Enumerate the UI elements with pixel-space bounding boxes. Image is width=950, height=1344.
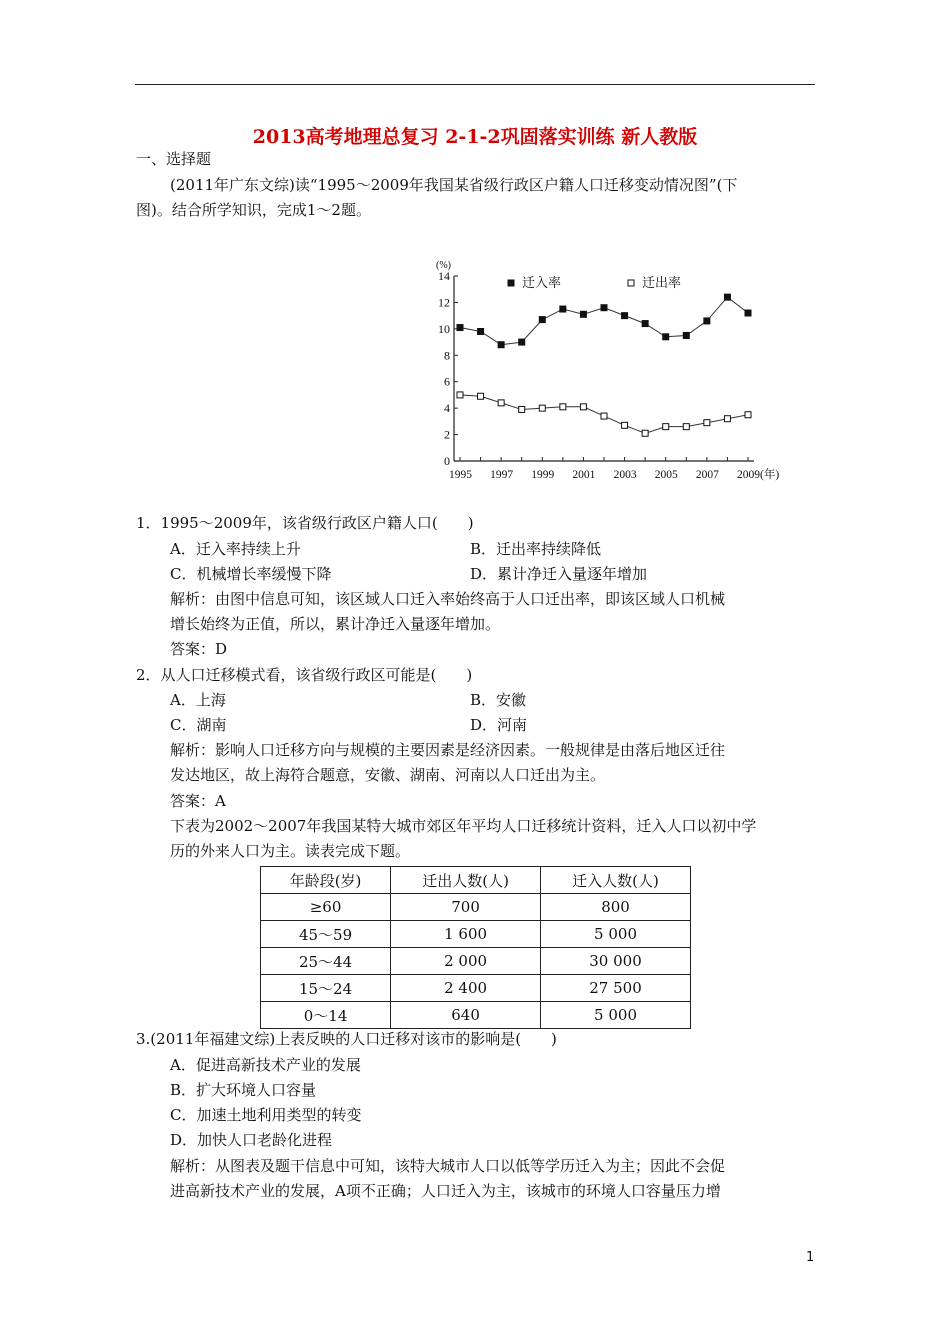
out-rate-point <box>539 405 545 411</box>
out-rate-point <box>498 400 504 406</box>
in-rate-point <box>663 334 669 340</box>
table-cell: 640 <box>391 1002 541 1029</box>
out-rate-point <box>663 424 669 430</box>
table-header-row <box>261 867 691 894</box>
x-tick-label: 1999 <box>531 469 555 481</box>
out-rate-point <box>642 430 648 436</box>
table-cell: 700 <box>391 894 541 921</box>
y-tick-label: 0 <box>444 454 450 468</box>
q3-option-a: A．促进高新技术产业的发展 <box>170 1056 361 1074</box>
in-rate-point <box>478 329 484 335</box>
table-cell: 2 400 <box>391 975 541 1002</box>
in-rate-point <box>539 317 545 323</box>
table-cell: 2 000 <box>391 948 541 975</box>
q2-answer: 答案：A <box>170 792 226 810</box>
in-rate-point <box>745 310 751 316</box>
q1-option-c: C．机械增长率缓慢下降 <box>170 565 332 583</box>
q2-analysis-line-1: 解析：影响人口迁移方向与规模的主要因素是经济因素。一般规律是由落后地区迁往 <box>170 741 726 759</box>
q1-option-d: D．累计净迁入量逐年增加 <box>470 565 648 583</box>
y-tick-label: 6 <box>444 374 450 389</box>
out-rate-point <box>704 420 710 426</box>
header-rule <box>135 84 815 85</box>
in-rate-point <box>704 318 710 324</box>
out-rate-point <box>601 413 607 419</box>
q1-analysis-line-1: 解析：由图中信息可知，该区域人口迁入率始终高于人口迁出率，即该区域人口机械 <box>170 590 726 608</box>
table-header-cell: 迁入人数(人) <box>541 867 691 894</box>
chart-axes <box>436 260 754 461</box>
y-tick-label: 8 <box>444 348 450 363</box>
out-rate-point <box>457 392 463 398</box>
table-row <box>261 921 691 948</box>
intro-line-2: 图)。结合所学知识，完成1～2题。 <box>136 201 371 219</box>
in-rate-point <box>642 321 648 327</box>
x-tick-label: 2007 <box>695 469 719 481</box>
table-cell: 30 000 <box>541 948 691 975</box>
out-rate-point <box>745 412 751 418</box>
out-rate-point <box>478 393 484 399</box>
out-rate-point <box>622 422 628 428</box>
x-tick-label: 2005 <box>654 469 678 481</box>
chart-y-ticks <box>438 269 458 468</box>
table-cell: 5 000 <box>541 921 691 948</box>
out-rate-point <box>683 424 689 430</box>
q3-option-b: B．扩大环境人口容量 <box>170 1081 317 1099</box>
table-cell: 0～14 <box>261 1002 391 1029</box>
migration-table <box>260 866 691 1029</box>
in-rate-point <box>498 342 504 348</box>
in-rate-point <box>622 313 628 319</box>
x-tick-label: 1995 <box>449 469 472 481</box>
out-rate-point <box>560 404 566 410</box>
table-header-cell: 年龄段(岁) <box>261 867 391 894</box>
chart-legend <box>508 275 681 290</box>
table-cell: 27 500 <box>541 975 691 1002</box>
table-intro-line-1: 下表为2002～2007年我国某特大城市郊区年平均人口迁移统计资料，迁入人口以初中学 <box>170 817 757 835</box>
q1-analysis-line-2: 增长始终为正值，所以，累计净迁入量逐年增加。 <box>170 615 501 633</box>
out-rate-point <box>580 404 586 410</box>
table-cell: ≥60 <box>261 894 391 921</box>
q1-option-a: A．迁入率持续上升 <box>170 540 301 558</box>
q2-option-a: A．上海 <box>170 691 226 709</box>
q2-analysis-line-2: 发达地区，故上海符合题意，安徽、湖南、河南以人口迁出为主。 <box>170 766 606 784</box>
y-tick-label: 10 <box>438 321 450 336</box>
in-rate-point <box>457 325 463 331</box>
in-rate-point <box>560 306 566 312</box>
table-row <box>261 975 691 1002</box>
y-axis-unit-label: (%) <box>436 260 451 271</box>
in-rate-point <box>683 332 689 338</box>
in-rate-point <box>724 294 730 300</box>
legend-label: 迁入率 <box>522 275 562 290</box>
y-tick-label: 14 <box>438 269 450 283</box>
q1-answer: 答案：D <box>170 640 228 658</box>
page-number: 1 <box>806 1250 815 1265</box>
table-row <box>261 1002 691 1029</box>
q2-option-d: D．河南 <box>470 716 528 734</box>
legend-marker <box>508 280 514 286</box>
table-cell: 5 000 <box>541 1002 691 1029</box>
q3-stem: 3.(2011年福建文综)上表反映的人口迁移对该市的影响是( ) <box>136 1030 557 1048</box>
q1-option-b: B．迁出率持续降低 <box>470 540 602 558</box>
table-cell: 45～59 <box>261 921 391 948</box>
table-cell: 800 <box>541 894 691 921</box>
page-title: 2013高考地理总复习 2-1-2巩固落实训练 新人教版 <box>252 126 698 148</box>
x-tick-label: 2001 <box>572 469 596 481</box>
table-header-cell: 迁出人数(人) <box>391 867 541 894</box>
q1-stem: 1．1995～2009年，该省级行政区户籍人口( ) <box>136 514 474 532</box>
table-row <box>261 894 691 921</box>
q2-stem: 2．从人口迁移模式看，该省级行政区可能是( ) <box>136 666 473 684</box>
out-rate-point <box>724 416 730 422</box>
table-cell: 15～24 <box>261 975 391 1002</box>
migration-line-chart <box>430 254 790 486</box>
section-heading: 一、选择题 <box>136 150 212 168</box>
table-cell: 25～44 <box>261 948 391 975</box>
table-intro-line-2: 历的外来人口为主。读表完成下题。 <box>170 842 411 860</box>
q3-option-d: D．加快人口老龄化进程 <box>170 1131 333 1149</box>
x-tick-label: 1997 <box>490 469 514 481</box>
table-row <box>261 948 691 975</box>
in-rate-point <box>601 305 607 311</box>
intro-line-1: (2011年广东文综)读“1995～2009年我国某省级行政区户籍人口迁移变动情况图”(下 <box>170 176 738 194</box>
q3-analysis-line-2: 进高新技术产业的发展，A项不正确；人口迁入为主，该城市的环境人口容量压力增 <box>170 1182 721 1200</box>
q3-analysis-line-1: 解析：从图表及题干信息中可知，该特大城市人口以低等学历迁入为主；因此不会促 <box>170 1157 726 1175</box>
y-tick-label: 12 <box>438 295 450 310</box>
q3-option-c: C．加速土地利用类型的转变 <box>170 1106 362 1124</box>
legend-marker <box>628 280 634 286</box>
legend-label: 迁出率 <box>642 275 682 290</box>
in-rate-point <box>580 311 586 317</box>
in-rate-point <box>519 339 525 345</box>
table-cell: 1 600 <box>391 921 541 948</box>
y-tick-label: 4 <box>444 401 450 416</box>
q2-option-c: C．湖南 <box>170 716 227 734</box>
x-tick-label: 2003 <box>613 469 637 481</box>
y-tick-label: 2 <box>444 427 450 442</box>
chart-series-points <box>457 294 751 436</box>
q2-option-b: B．安徽 <box>470 691 527 709</box>
x-tick-label: 2009(年) <box>737 469 780 481</box>
out-rate-point <box>519 406 525 412</box>
